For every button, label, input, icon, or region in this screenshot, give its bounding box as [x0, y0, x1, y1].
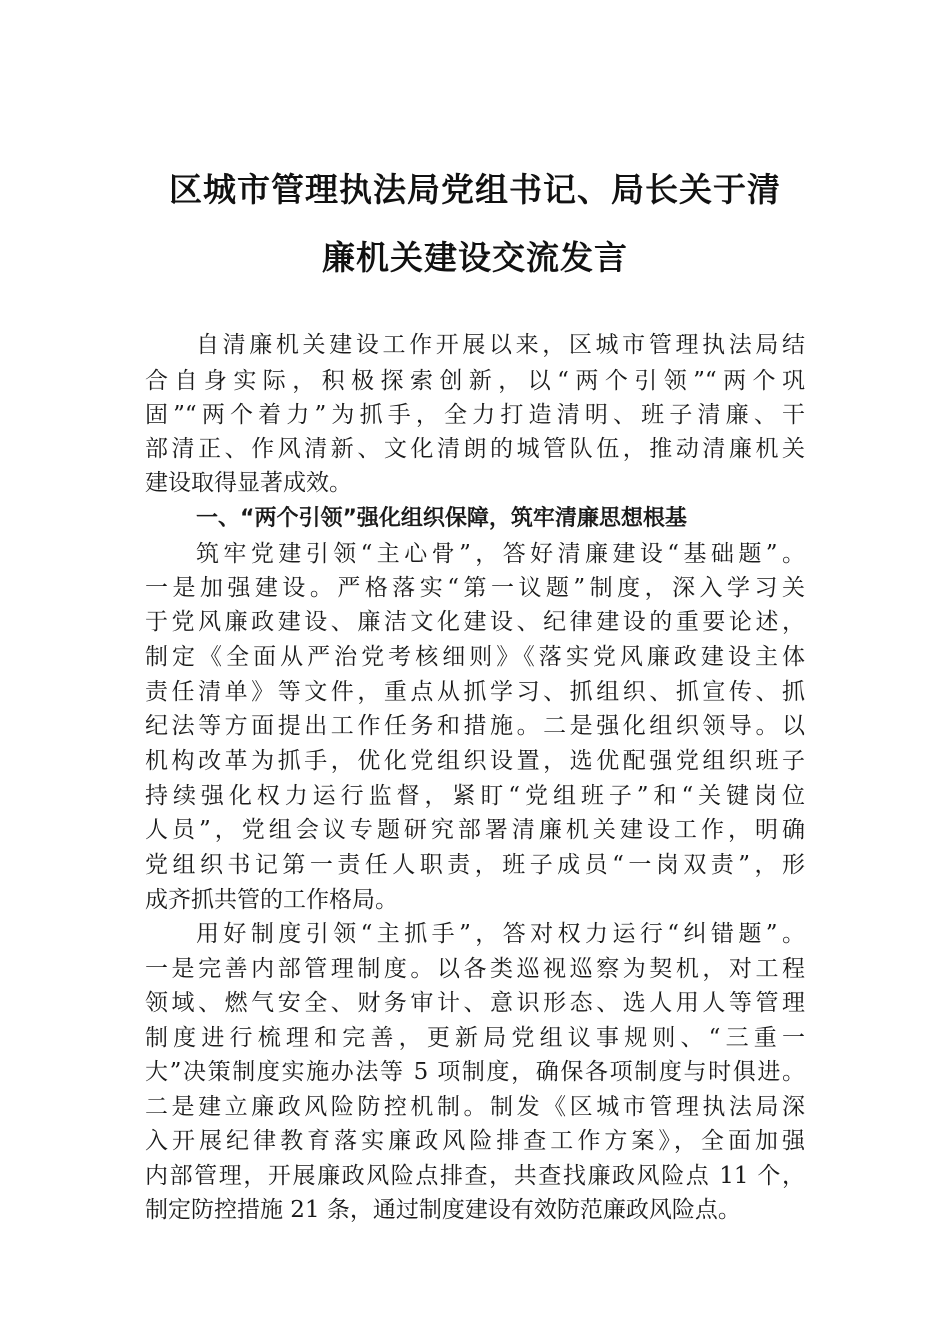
paragraph-1-line: 部清正、作风清新、文化清朗的城管队伍，推动清廉机关	[145, 436, 805, 462]
paragraph-2-line: 党组织书记第一责任人职责，班子成员“一岗双责”，形	[145, 852, 805, 878]
paragraph-3-line: 制定防控措施 21 条，通过制度建设有效防范廉政风险点。	[145, 1197, 741, 1223]
paragraph-3-line: 用好制度引领“主抓手”，答对权力运行“纠错题”。	[196, 921, 805, 947]
section-heading-1: 一、“两个引领”强化组织保障，筑牢清廉思想根基	[196, 506, 687, 531]
paragraph-1-line: 合自身实际，积极探索创新，以“两个引领”“两个巩	[145, 368, 805, 394]
paragraph-3-line: 内部管理，开展廉政风险点排查，共查找廉政风险点 11 个，	[145, 1163, 805, 1189]
paragraph-3-line: 二是建立廉政风险防控机制。制发《区城市管理执法局深	[145, 1094, 805, 1120]
paragraph-3-line: 入开展纪律教育落实廉政风险排查工作方案》，全面加强	[145, 1128, 805, 1154]
paragraph-3-line: 大”决策制度实施办法等 5 项制度，确保各项制度与时俱进。	[145, 1059, 805, 1085]
paragraph-1-line: 自清廉机关建设工作开展以来，区城市管理执法局结	[196, 332, 805, 358]
paragraph-2-line: 纪法等方面提出工作任务和措施。二是强化组织领导。以	[145, 713, 805, 739]
paragraph-1-line: 固”“两个着力”为抓手，全力打造清明、班子清廉、干	[145, 402, 805, 428]
paragraph-1-line: 建设取得显著成效。	[145, 470, 352, 496]
paragraph-2-line: 持续强化权力运行监督，紧盯“党组班子”和“关键岗位	[145, 783, 805, 809]
paragraph-3-line: 一是完善内部管理制度。以各类巡视巡察为契机，对工程	[145, 956, 805, 982]
paragraph-2-line: 成齐抓共管的工作格局。	[145, 887, 398, 913]
paragraph-2-line: 制定《全面从严治党考核细则》《落实党风廉政建设主体	[145, 644, 805, 670]
document-title-line-2: 廉机关建设交流发言	[322, 238, 628, 277]
paragraph-2-line: 一是加强建设。严格落实“第一议题”制度，深入学习关	[145, 575, 805, 601]
paragraph-2-line: 责任清单》等文件，重点从抓学习、抓组织、抓宣传、抓	[145, 679, 805, 705]
paragraph-2-line: 机构改革为抓手，优化党组织设置，选优配强党组织班子	[145, 748, 805, 774]
paragraph-3-line: 领域、燃气安全、财务审计、意识形态、选人用人等管理	[145, 990, 805, 1016]
paragraph-2-line: 筑牢党建引领“主心骨”，答好清廉建设“基础题”。	[196, 541, 805, 567]
paragraph-2-line: 于党风廉政建设、廉洁文化建设、纪律建设的重要论述，	[145, 609, 805, 635]
paragraph-2-line: 人员”，党组会议专题研究部署清廉机关建设工作，明确	[145, 817, 805, 843]
document-title-line-1: 区城市管理执法局党组书记、局长关于清	[169, 170, 781, 209]
paragraph-3-line: 制度进行梳理和完善，更新局党组议事规则、“三重一	[145, 1025, 805, 1051]
